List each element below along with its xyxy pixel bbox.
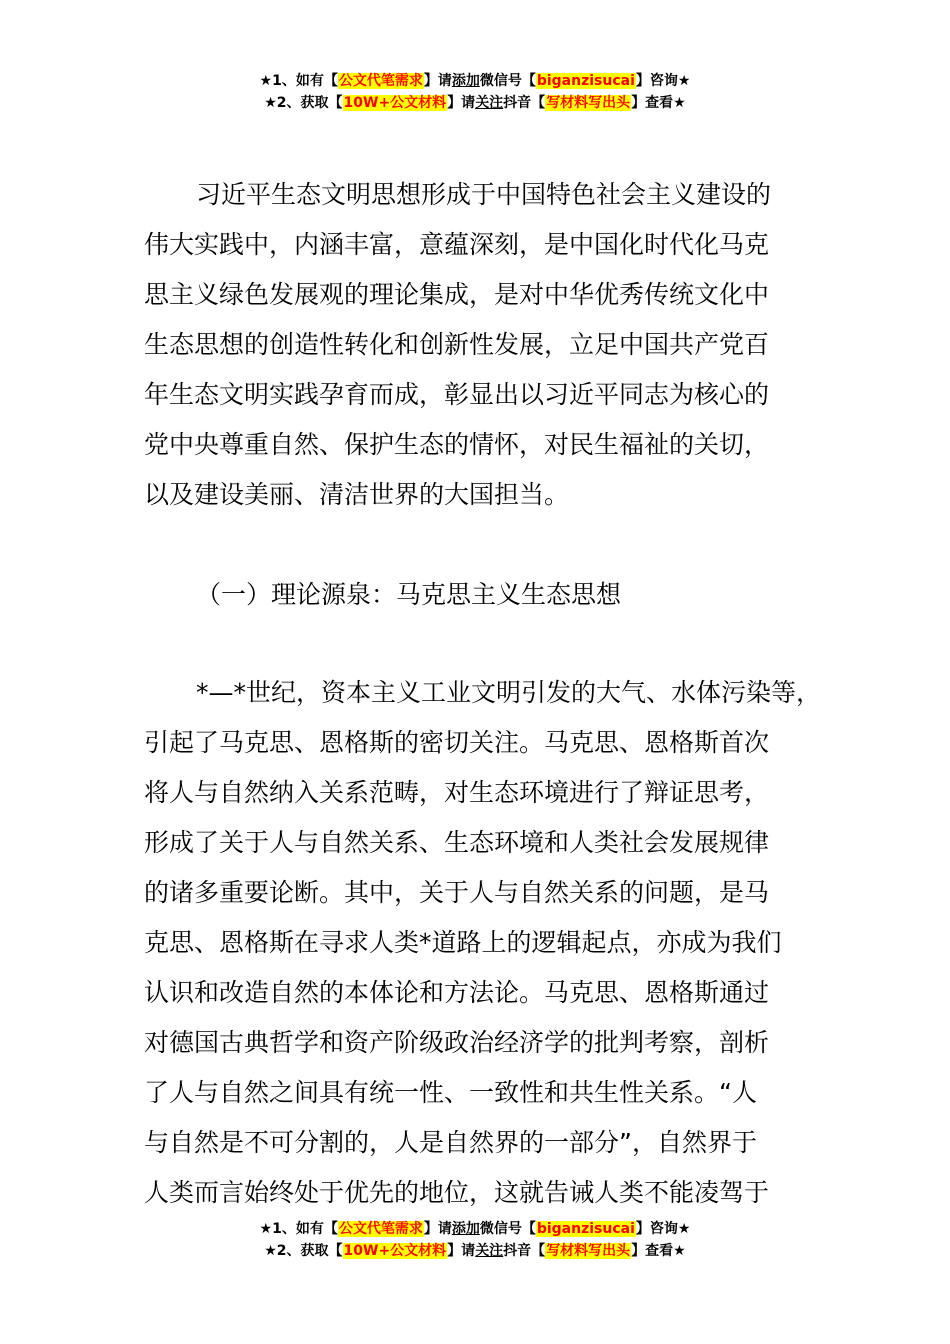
ad-text: 】请	[447, 1243, 476, 1259]
ad-text: 】请	[447, 95, 476, 111]
ad-line-1	[0, 70, 950, 92]
paragraph-line: 伟大实践中，内涵丰富，意蕴深刻，是中国化时代化马克	[144, 230, 770, 259]
ad-text: ★2、获取【	[264, 1243, 343, 1259]
ad-highlight: 写材料写出头	[546, 1243, 631, 1259]
ad-highlight: 10W+公文材料	[343, 95, 447, 111]
ad-text: 微信号【	[479, 73, 536, 89]
paragraph-line: 了人与自然之间具有统一性、一致性和共生性关系。“人	[144, 1078, 757, 1107]
ad-text: 】查看★	[631, 1243, 686, 1259]
section-heading: （一）理论源泉：马克思主义生态思想	[196, 580, 622, 609]
footer-ad-banner	[0, 1218, 950, 1262]
paragraph-line: *—*世纪，资本主义工业文明引发的大气、水体污染等，	[196, 678, 822, 707]
paragraph-line: 克思、恩格斯在寻求人类*道路上的逻辑起点，亦成为我们	[144, 928, 782, 957]
ad-text: 】咨询★	[635, 1221, 691, 1237]
paragraph-line: 人类而言始终处于优先的地位，这就告诫人类不能凌驾于	[144, 1178, 770, 1207]
body-paragraph-1	[144, 170, 834, 520]
ad-line-2	[0, 1240, 950, 1262]
ad-text: ★1、如有【	[259, 1221, 338, 1237]
ad-highlight: 10W+公文材料	[343, 1243, 447, 1259]
body-paragraph-2	[144, 668, 834, 1218]
ad-highlight: 写材料写出头	[546, 95, 631, 111]
ad-text: ★2、获取【	[264, 95, 343, 111]
ad-text: ★1、如有【	[259, 73, 338, 89]
ad-highlight: 公文代笔需求	[338, 1221, 423, 1237]
ad-highlight: biganzisucai	[536, 1221, 635, 1237]
paragraph-line: 年生态文明实践孕育而成，彰显出以习近平同志为核心的	[144, 380, 770, 409]
paragraph-line: 党中央尊重自然、保护生态的情怀，对民生福祉的关切，	[144, 430, 770, 459]
ad-text: 】咨询★	[635, 73, 691, 89]
paragraph-line: 形成了关于人与自然关系、生态环境和人类社会发展规律	[144, 828, 770, 857]
ad-highlight: biganzisucai	[536, 73, 635, 89]
paragraph-line: 认识和改造自然的本体论和方法论。马克思、恩格斯通过	[144, 978, 770, 1007]
ad-text: 】请	[423, 1221, 452, 1237]
header-ad-banner	[0, 70, 950, 114]
ad-emphasis: 添加	[451, 1221, 480, 1237]
ad-emphasis: 关注	[475, 1243, 504, 1259]
ad-text: 抖音【	[503, 1243, 546, 1259]
paragraph-line: 与自然是不可分割的，人是自然界的一部分”，自然界于	[144, 1128, 757, 1157]
ad-emphasis: 关注	[475, 95, 504, 111]
paragraph-line: 以及建设美丽、清洁世界的大国担当。	[144, 480, 570, 509]
paragraph-line: 习近平生态文明思想形成于中国特色社会主义建设的	[196, 180, 772, 209]
ad-text: 抖音【	[503, 95, 546, 111]
ad-highlight: 公文代笔需求	[338, 73, 423, 89]
ad-line-2	[0, 92, 950, 114]
ad-text: 】请	[423, 73, 452, 89]
ad-line-1	[0, 1218, 950, 1240]
paragraph-line: 对德国古典哲学和资产阶级政治经济学的批判考察，剖析	[144, 1028, 770, 1057]
ad-text: 】查看★	[631, 95, 686, 111]
paragraph-line: 将人与自然纳入关系范畴，对生态环境进行了辩证思考，	[144, 778, 770, 807]
paragraph-line: 引起了马克思、恩格斯的密切关注。马克思、恩格斯首次	[144, 728, 770, 757]
paragraph-line: 的诸多重要论断。其中，关于人与自然关系的问题，是马	[144, 878, 770, 907]
paragraph-line: 思主义绿色发展观的理论集成，是对中华优秀传统文化中	[144, 280, 770, 309]
paragraph-line: 生态思想的创造性转化和创新性发展，立足中国共产党百	[144, 330, 770, 359]
ad-text: 微信号【	[479, 1221, 536, 1237]
ad-emphasis: 添加	[451, 73, 480, 89]
